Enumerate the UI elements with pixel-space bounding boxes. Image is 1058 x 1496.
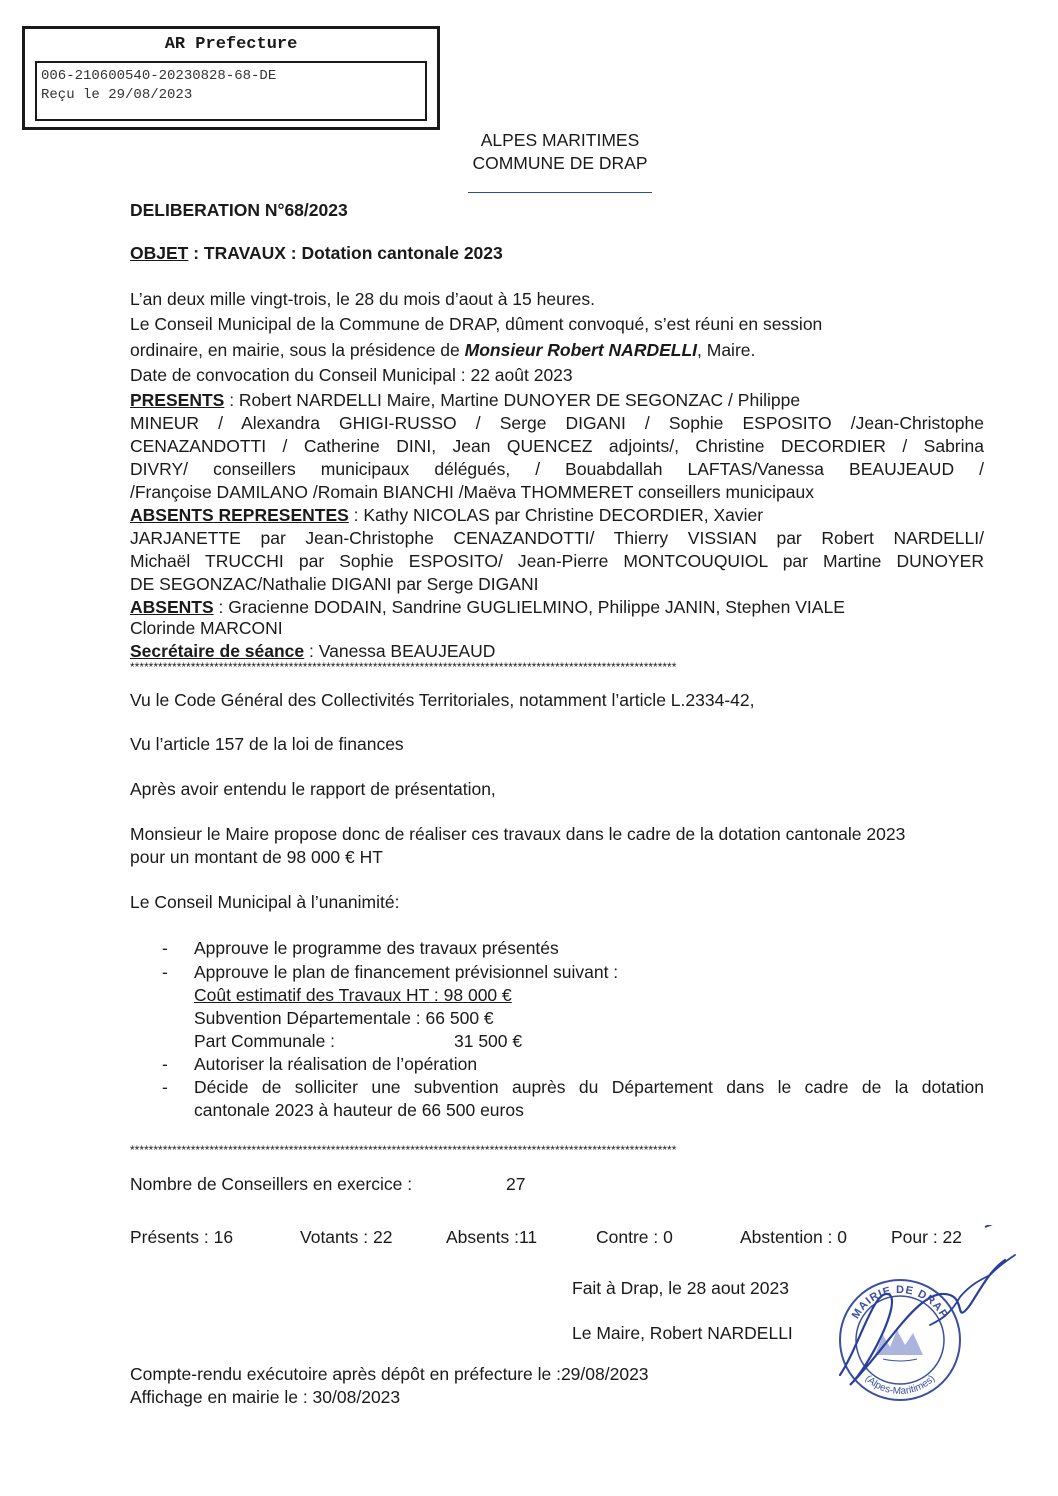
stamp-received-line: Reçu le 29/08/2023	[41, 87, 193, 103]
intro-line-1: L’an deux mille vingt-trois, le 28 du mois d’aout à 15 heures.	[130, 289, 595, 309]
mayor-signature-line: Le Maire, Robert NARDELLI	[572, 1323, 793, 1343]
place-date: Fait à Drap, le 28 aout 2023	[572, 1278, 789, 1298]
vote-votants: Votants : 22	[300, 1227, 393, 1247]
separator-bottom: *********************************************************************************************************************	[130, 1143, 677, 1157]
object-line	[130, 243, 503, 264]
secretaire-label: Secrétaire de séance	[130, 641, 305, 661]
prefecture-stamp	[22, 26, 440, 130]
object-label: OBJET	[130, 243, 189, 263]
part-communale-label: Part Communale :	[194, 1031, 336, 1051]
rapport-line: Après avoir entendu le rapport de présentation,	[130, 779, 496, 799]
presents-line-2: MINEUR / Alexandra GHIGI-RUSSO / Serge DIGANI / Sophie ESPOSITO /Jean-Christophe	[130, 413, 984, 433]
absents-text-1: : Gracienne DODAIN, Sandrine GUGLIELMINO, Philippe JANIN, Stephen VIALE	[213, 597, 845, 617]
commune-heading: COMMUNE DE DRAP	[472, 153, 648, 173]
absents-representes-line-2: JARJANETTE par Jean-Christophe CENAZANDOTTI/ Thierry VISSIAN par Robert NARDELLI/	[130, 528, 984, 548]
mayor-handwritten-signature	[830, 1225, 1030, 1405]
absents-label: ABSENTS	[130, 597, 214, 617]
intro-line-3	[130, 340, 755, 361]
dash-3: -	[162, 1054, 168, 1074]
absents-representes-line-1	[130, 505, 763, 526]
decision-1: Approuve le programme des travaux présentés	[194, 938, 559, 958]
compte-rendu-line: Compte-rendu exécutoire après dépôt en préfecture le :29/08/2023	[130, 1364, 649, 1384]
dash-1: -	[162, 938, 168, 958]
decision-3: Autoriser la réalisation de l’opération	[194, 1054, 478, 1074]
vote-abstention: Abstention : 0	[740, 1227, 848, 1247]
dash-2: -	[162, 962, 168, 982]
conseillers-exercice-label: Nombre de Conseillers en exercice :	[130, 1174, 413, 1194]
object-text: : TRAVAUX : Dotation cantonale 2023	[188, 243, 503, 263]
absents-line-2: Clorinde MARCONI	[130, 618, 283, 638]
part-communale-value: 31 500 €	[454, 1031, 523, 1051]
absents-line-1	[130, 597, 845, 618]
intro-line-3-c: , Maire.	[697, 340, 756, 360]
absents-representes-text-1: : Kathy NICOLAS par Christine DECORDIER, Xavier	[348, 505, 764, 525]
presents-label: PRESENTS	[130, 390, 225, 410]
svg-text:MAIRIE DE DRAP: MAIRIE DE DRAP	[849, 1283, 951, 1322]
presents-line-4: DIVRY/ conseillers municipaux délégués, / Bouabdallah LAFTAS/Vanessa BEAUJEAUD /	[130, 459, 984, 479]
absents-representes-line-4: DE SEGONZAC/Nathalie DIGANI par Serge DIGANI	[130, 574, 539, 594]
conseil-line: Le Conseil Municipal à l’unanimité:	[130, 892, 400, 912]
presents-line-5: /Françoise DAMILANO /Romain BIANCHI /Maëva THOMMERET conseillers municipaux	[130, 482, 814, 502]
proposal-line-1: Monsieur le Maire propose donc de réaliser ces travaux dans le cadre de la dotation cantonale 2023	[130, 824, 906, 844]
dash-4: -	[162, 1077, 168, 1097]
subvention-departementale: Subvention Départementale : 66 500 €	[194, 1008, 494, 1028]
vote-absents: Absents :11	[446, 1227, 538, 1247]
stamp-id-line: 006-210600540-20230828-68-DE	[41, 68, 277, 84]
stamp-inner-box	[35, 61, 427, 121]
header-underline	[468, 192, 652, 193]
vote-presents: Présents : 16	[130, 1227, 234, 1247]
decision-2: Approuve le plan de financement prévisionnel suivant :	[194, 962, 619, 982]
department-heading: ALPES MARITIMES	[480, 130, 640, 150]
deliberation-number: DELIBERATION N°68/2023	[130, 200, 348, 220]
absents-representes-label: ABSENTS REPRESENTES	[130, 505, 349, 525]
intro-line-3-a: ordinaire, en mairie, sous la présidence de	[130, 340, 465, 360]
conseillers-exercice-value: 27	[506, 1174, 526, 1194]
presents-line-3: CENAZANDOTTI / Catherine DINI, Jean QUENCEZ adjoints/, Christine DECORDIER / Sabrina	[130, 436, 984, 456]
intro-line-2: Le Conseil Municipal de la Commune de DRAP, dûment convoqué, s’est réuni en session	[130, 314, 823, 334]
decision-4-line-2: cantonale 2023 à hauteur de 66 500 euros	[194, 1100, 524, 1120]
decision-4-line-1: Décide de solliciter une subvention auprès du Département dans le cadre de la dotation	[194, 1077, 984, 1097]
proposal-line-2: pour un montant de 98 000 € HT	[130, 847, 383, 867]
affichage-line: Affichage en mairie le : 30/08/2023	[130, 1387, 401, 1407]
vu-code: Vu le Code Général des Collectivités Territoriales, notamment l’article L.2334-42,	[130, 690, 755, 710]
president-name: Monsieur Robert NARDELLI	[464, 340, 698, 360]
convocation-date: Date de convocation du Conseil Municipal : 22 août 2023	[130, 365, 573, 385]
absents-representes-line-3: Michaël TRUCCHI par Sophie ESPOSITO/ Jean-Pierre MONTCOUQUIOL par Martine DUNOYER	[130, 551, 984, 571]
vote-contre: Contre : 0	[596, 1227, 673, 1247]
svg-text:(Alpes-Maritimes): (Alpes-Maritimes)	[862, 1373, 938, 1398]
presents-text-1: : Robert NARDELLI Maire, Martine DUNOYER DE SEGONZAC / Philippe	[224, 390, 801, 410]
stamp-title: AR Prefecture	[164, 35, 298, 54]
secretaire-value: : Vanessa BEAUJEAUD	[304, 641, 496, 661]
separator-top: *********************************************************************************************************************	[130, 660, 677, 674]
cout-estimatif: Coût estimatif des Travaux HT : 98 000 €	[194, 985, 512, 1005]
secretaire-line	[130, 641, 495, 662]
presents-line-1	[130, 390, 800, 411]
vu-article: Vu l’article 157 de la loi de finances	[130, 734, 404, 754]
vote-pour: Pour : 22	[891, 1227, 963, 1247]
